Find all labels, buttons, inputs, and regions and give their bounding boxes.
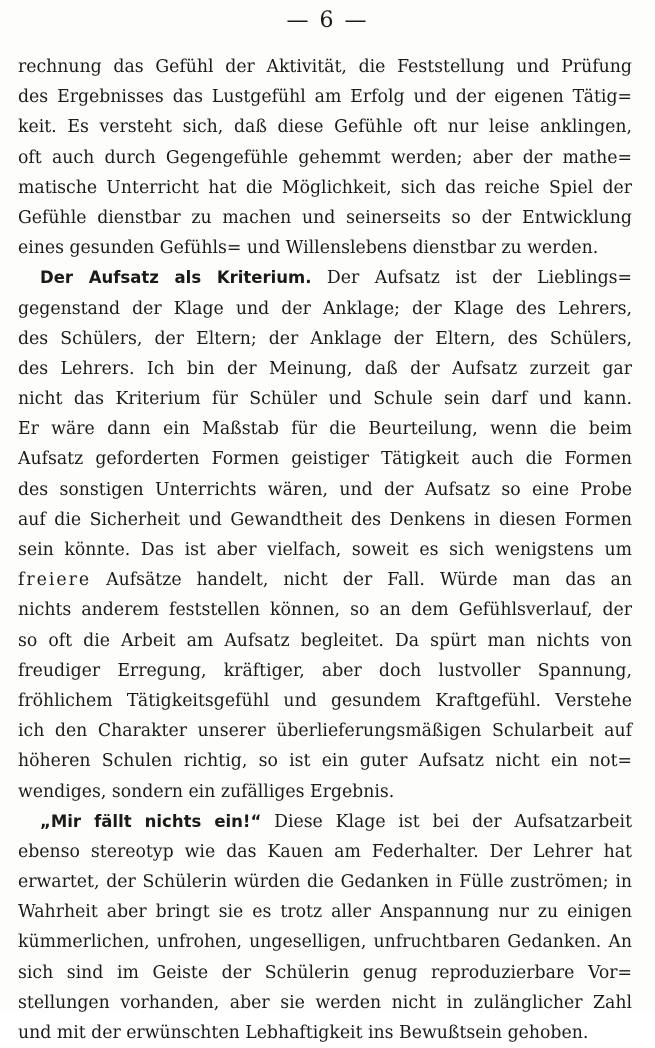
- text-line: [18, 807, 632, 837]
- line-text: fröhlichem Tätigkeitsgefühl und gesundem Kraftgefühl. Verstehe: [18, 690, 632, 711]
- text-line: [18, 263, 632, 293]
- text-line: [18, 143, 632, 173]
- line-text: oft auch durch Gegengefühle gehemmt werden; aber der mathe=: [18, 147, 632, 168]
- text-line: [18, 294, 632, 324]
- emphasized-text: freiere: [18, 570, 92, 591]
- section-heading: Der Aufsatz als Kriterium.: [40, 268, 312, 288]
- text-line: [18, 173, 632, 203]
- line-text: des sonstigen Unterrichts wären, und der Aufsatz so eine Probe: [18, 479, 632, 500]
- line-text: ich den Charakter unserer überlieferungsmäßigen Schularbeit auf: [18, 721, 632, 742]
- line-text: rechnung das Gefühl der Aktivität, die Feststellung und Prüfung: [18, 57, 632, 77]
- text-line: [18, 1018, 632, 1048]
- line-text: Aufsatz geforderten Formen geistiger Tätigkeit auch die Formen: [18, 449, 632, 470]
- line-text: Aufsätze handelt, nicht der Fall. Würde man das an: [91, 570, 632, 591]
- line-text: Diese Klage ist bei der Aufsatzarbeit: [261, 811, 633, 832]
- line-text: nichts anderem feststellen können, so an dem Gefühlsverlauf, der: [18, 600, 632, 621]
- text-line: [18, 656, 632, 686]
- text-line: [18, 958, 632, 988]
- line-text: Gefühle dienstbar zu machen und seinerseits so der Entwicklung: [18, 207, 632, 228]
- text-line: [18, 595, 632, 625]
- line-text: des Lehrers. Ich bin der Meinung, daß der Aufsatz zurzeit gar: [18, 358, 632, 379]
- line-text: freudiger Erregung, kräftiger, aber doch lustvoller Spannung,: [18, 660, 632, 681]
- text-line: [18, 444, 632, 474]
- text-line: [18, 746, 632, 776]
- line-text: kümmerlichen, unfrohen, ungeselligen, unfruchtbaren Gedanken. An: [18, 932, 632, 953]
- body-text: [18, 52, 632, 1048]
- line-text: erwartet, der Schülerin würden die Gedanken in Fülle zuströmen; in: [18, 872, 632, 893]
- line-text: nicht das Kriterium für Schüler und Schule sein darf und kann.: [18, 389, 632, 410]
- text-line: [18, 82, 632, 112]
- line-text: sein könnte. Das ist aber vielfach, soweit es sich wenigstens um: [18, 540, 632, 560]
- line-text: auf die Sicherheit und Gewandtheit des Denkens in diesen Formen: [18, 509, 632, 530]
- line-text: wendiges, sondern ein zufälliges Ergebnis.: [18, 781, 395, 802]
- line-text: des Schülers, der Eltern; der Anklage der Eltern, des Schülers,: [18, 328, 632, 349]
- line-text: Er wäre dann ein Maßstab für die Beurteilung, wenn die beim: [18, 419, 632, 440]
- line-text: und mit der erwünschten Lebhaftigkeit ins Bewußtsein gehoben.: [18, 1023, 589, 1043]
- text-line: [18, 112, 632, 142]
- text-line: [18, 324, 632, 354]
- text-line: [18, 716, 632, 746]
- page-number: — 6 —: [286, 8, 369, 33]
- line-text: ebenso stereotyp wie das Kauen am Federhalter. Der Lehrer hat: [18, 841, 632, 862]
- line-text: keit. Es versteht sich, daß diese Gefühle oft nur leise anklingen,: [18, 117, 632, 138]
- text-line: [18, 233, 632, 263]
- line-text: Der Aufsatz ist der Lieblings=: [311, 268, 632, 289]
- text-line: [18, 867, 632, 897]
- text-line: [18, 686, 632, 716]
- text-line: [18, 203, 632, 233]
- line-text: gegenstand der Klage und der Anklage; der Klage des Lehrers,: [18, 298, 632, 319]
- text-line: [18, 897, 632, 927]
- text-line: [18, 475, 632, 505]
- line-text: Wahrheit aber bringt sie es trotz aller Anspannung nur zu einigen: [18, 902, 632, 923]
- line-text: stellungen vorhanden, aber sie werden nicht in zulänglicher Zahl: [18, 992, 632, 1013]
- text-line: [18, 535, 632, 565]
- text-line: [18, 565, 632, 595]
- text-line: [18, 927, 632, 957]
- text-line: [18, 837, 632, 867]
- text-line: [18, 777, 632, 807]
- section-heading: „Mir fällt nichts ein!“: [40, 811, 262, 831]
- text-line: [18, 414, 632, 444]
- text-line: [18, 626, 632, 656]
- line-text: sich sind im Geiste der Schülerin genug reproduzierbare Vor=: [18, 962, 632, 983]
- line-text: höheren Schulen richtig, so ist ein guter Aufsatz nicht ein not=: [18, 751, 632, 772]
- line-text: eines gesunden Gefühls= und Willenslebens dienstbar zu werden.: [18, 238, 599, 259]
- line-text: matische Unterricht hat die Möglichkeit, sich das reiche Spiel der: [18, 177, 632, 198]
- line-text: so oft die Arbeit am Aufsatz begleitet. Da spürt man nichts von: [18, 630, 632, 651]
- text-line: [18, 505, 632, 535]
- text-line: [18, 52, 632, 82]
- line-text: des Ergebnisses das Lustgefühl am Erfolg und der eigenen Tätig=: [18, 87, 632, 108]
- text-line: [18, 384, 632, 414]
- text-line: [18, 354, 632, 384]
- text-line: [18, 988, 632, 1018]
